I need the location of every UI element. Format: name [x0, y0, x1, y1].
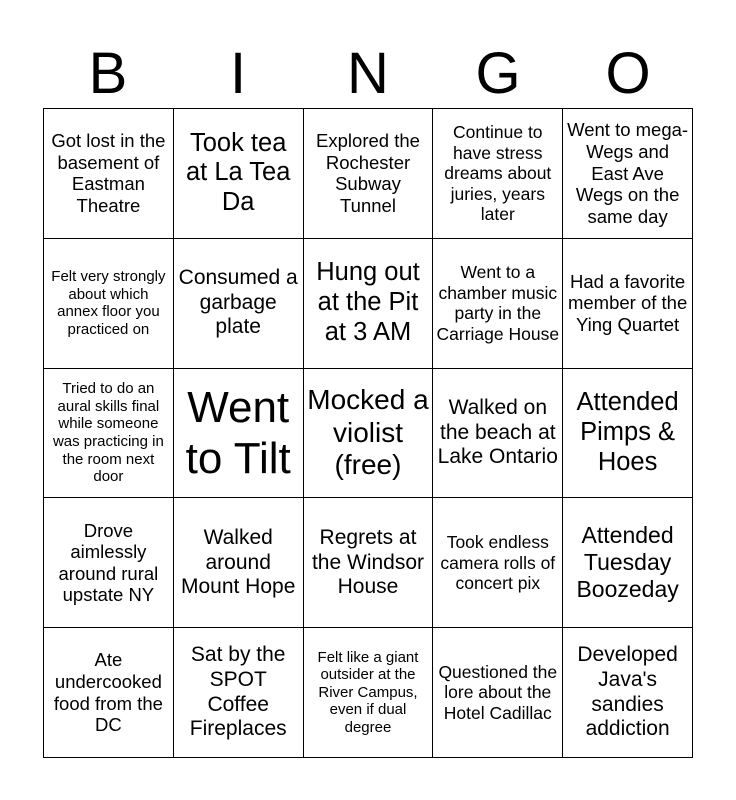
bingo-cell[interactable] — [174, 109, 304, 239]
cell-text: Attended Pimps & Hoes — [576, 388, 679, 476]
header-letter-g: G — [475, 41, 521, 106]
bingo-cell[interactable] — [433, 628, 563, 758]
bingo-header — [43, 40, 693, 108]
bingo-cell[interactable] — [433, 369, 563, 499]
bingo-cell[interactable] — [174, 239, 304, 369]
cell-text: Felt very strongly about which annex floor you practiced on — [51, 268, 166, 338]
cell-text: Developed Java's sandies addiction — [577, 643, 678, 741]
bingo-grid — [43, 108, 693, 758]
cell-text: Consumed a garbage plate — [178, 266, 298, 339]
cell-text: Attended Tuesday Boozeday — [576, 522, 679, 603]
bingo-cell[interactable] — [563, 109, 693, 239]
bingo-cell[interactable] — [433, 239, 563, 369]
cell-text: Hung out at the Pit at 3 AM — [316, 258, 420, 347]
bingo-cell[interactable] — [44, 109, 174, 239]
bingo-cell[interactable] — [433, 109, 563, 239]
bingo-cell[interactable] — [174, 628, 304, 758]
header-letter-o: O — [605, 41, 651, 106]
header-letter-i: I — [229, 41, 247, 106]
cell-text: Had a favorite member of the Ying Quartet — [567, 270, 688, 336]
header-letter-n: N — [347, 41, 389, 106]
bingo-cell[interactable] — [304, 628, 434, 758]
bingo-cell[interactable] — [433, 498, 563, 628]
cell-text: Felt like a giant outsider at the River Campus, even if dual degree — [317, 648, 419, 736]
bingo-cell[interactable] — [44, 628, 174, 758]
cell-text: Took endless camera rolls of concert pix — [440, 532, 556, 594]
cell-text: Continue to have stress dreams about juries, years later — [444, 122, 552, 225]
bingo-cell[interactable] — [304, 239, 434, 369]
bingo-cell[interactable] — [304, 498, 434, 628]
bingo-cell[interactable] — [44, 239, 174, 369]
bingo-cell[interactable] — [174, 498, 304, 628]
cell-text: Walked on the beach at Lake Ontario — [437, 396, 558, 469]
cell-text: Sat by the SPOT Coffee Fireplaces — [189, 643, 287, 741]
cell-text: Went to Tilt — [185, 382, 291, 483]
cell-text: Mocked a violist (free) — [307, 383, 429, 481]
cell-text: Got lost in the basement of Eastman Theatre — [51, 130, 166, 217]
cell-text: Ate undercooked food from the DC — [53, 649, 163, 736]
cell-text: Walked around Mount Hope — [180, 525, 296, 599]
cell-text: Questioned the lore about the Hotel Cadillac — [438, 661, 558, 723]
header-letter-b: B — [88, 41, 128, 106]
bingo-cell[interactable] — [44, 369, 174, 499]
bingo-cell[interactable] — [563, 628, 693, 758]
bingo-cell[interactable] — [563, 369, 693, 499]
bingo-cell[interactable] — [563, 498, 693, 628]
cell-text: Drove aimlessly around rural upstate NY — [58, 519, 159, 606]
bingo-cell[interactable] — [44, 498, 174, 628]
cell-text: Went to a chamber music party in the Carriage House — [436, 262, 560, 344]
cell-text: Regrets at the Windsor House — [311, 525, 425, 599]
bingo-cell[interactable] — [304, 369, 434, 499]
bingo-cell[interactable] — [304, 109, 434, 239]
cell-text: Took tea at La Tea Da — [185, 128, 291, 217]
cell-text: Tried to do an aural skills final while someone was practicing in the room next door — [52, 380, 164, 486]
bingo-cell[interactable] — [563, 239, 693, 369]
cell-text: Explored the Rochester Subway Tunnel — [316, 130, 420, 217]
bingo-cell-free[interactable] — [174, 369, 304, 499]
cell-text: Went to mega-Wegs and East Ave Wegs on the same day — [567, 119, 689, 227]
